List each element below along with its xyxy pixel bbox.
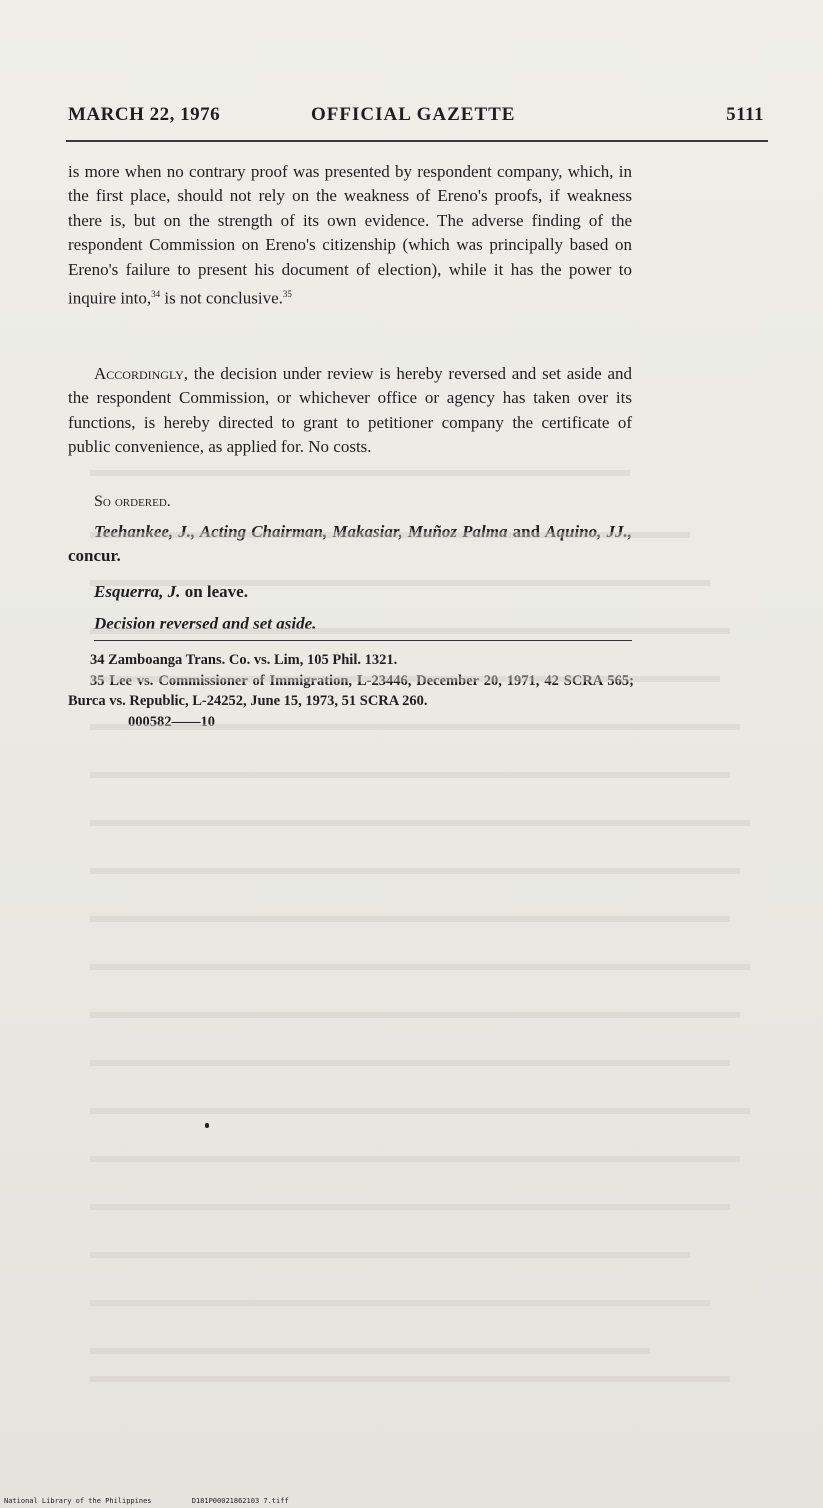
- bleed-line: [90, 868, 740, 874]
- footer-library: National Library of the Philippines: [4, 1497, 152, 1505]
- scan-footer: [4, 1497, 325, 1505]
- bleed-line: [90, 772, 730, 778]
- bleed-line: [90, 1060, 730, 1066]
- concur-and: and: [512, 522, 541, 541]
- header-date: MARCH 22, 1976: [68, 104, 221, 125]
- footnote-34: 34 Zamboanga Trans. Co. vs. Lim, 105 Phil. 1321.: [90, 652, 398, 668]
- bleed-line: [90, 1376, 730, 1382]
- paragraph-1: [68, 160, 632, 311]
- header-title: OFFICIAL GAZETTE: [311, 104, 516, 125]
- leave-line: [94, 580, 658, 604]
- paragraph-2: [68, 362, 632, 460]
- leave-justice: Esquerra, J.: [94, 582, 181, 601]
- bleed-line: [90, 1108, 750, 1114]
- bleed-line: [90, 916, 730, 922]
- concurring-justices: Teehankee, J., Acting Chairman, Makasiar, Muñoz Palma: [94, 522, 508, 541]
- bleed-line: [90, 1252, 690, 1258]
- footer-file: D181P00021862103 7.tiff: [191, 1497, 289, 1505]
- so-ordered: So ordered.: [94, 493, 171, 510]
- footnotes: [68, 650, 634, 732]
- decision-rule: [94, 640, 632, 641]
- footnote-ref-34: 34: [151, 289, 161, 300]
- ink-speck: [205, 1123, 209, 1128]
- paragraph-1-text: is more when no contrary proof was presented by respondent company, which, in the first place, should not rely on the weakness of Ereno's proofs, if weakness there is, but on the strength of its own evidence. The adverse finding of the respondent Commission on Ereno's citizenship (which was principally based on Ereno's failure to present his document of election), while it has the power to inquire into,: [68, 162, 632, 308]
- bleed-line: [90, 964, 750, 970]
- bleed-line: [90, 1300, 710, 1306]
- bleed-line: [90, 470, 630, 476]
- bleed-line: [90, 820, 750, 826]
- footnote-ref-35: 35: [282, 289, 292, 300]
- page-header: [68, 104, 768, 130]
- concurrence: [68, 520, 632, 569]
- footnote-35: 35 Lee vs. Commissioner of Immigration, L-23446, December 20, 1971, 42 SCRA 565; Burca vs. Republic, L-24252, June 15, 1973, 51 SCRA 260.: [68, 672, 634, 709]
- header-page-number: 5111: [726, 104, 764, 125]
- paragraph-2-lead: Accordingly,: [94, 364, 188, 383]
- header-rule: [66, 140, 768, 142]
- print-code: 000582——10: [128, 713, 215, 730]
- bleed-through-text: [90, 470, 770, 1390]
- paragraph-2-text: the decision under review is hereby reversed and set aside and the respondent Commission, or whichever office or agency has taken over its functions, is hereby directed to grant to petitioner company the certificate of public convenience, as applied for. No costs.: [68, 364, 632, 457]
- bleed-line: [90, 1204, 730, 1210]
- decision-line: Decision reversed and set aside.: [94, 614, 317, 633]
- concurring-aquino: Aquino, JJ.,: [545, 522, 633, 541]
- bleed-line: [90, 1012, 740, 1018]
- paragraph-1-end: is not conclusive.: [160, 288, 283, 308]
- bleed-line: [90, 1156, 740, 1162]
- leave-text: on leave.: [184, 582, 248, 601]
- bleed-line: [90, 1348, 650, 1354]
- concur-word: concur.: [68, 546, 121, 566]
